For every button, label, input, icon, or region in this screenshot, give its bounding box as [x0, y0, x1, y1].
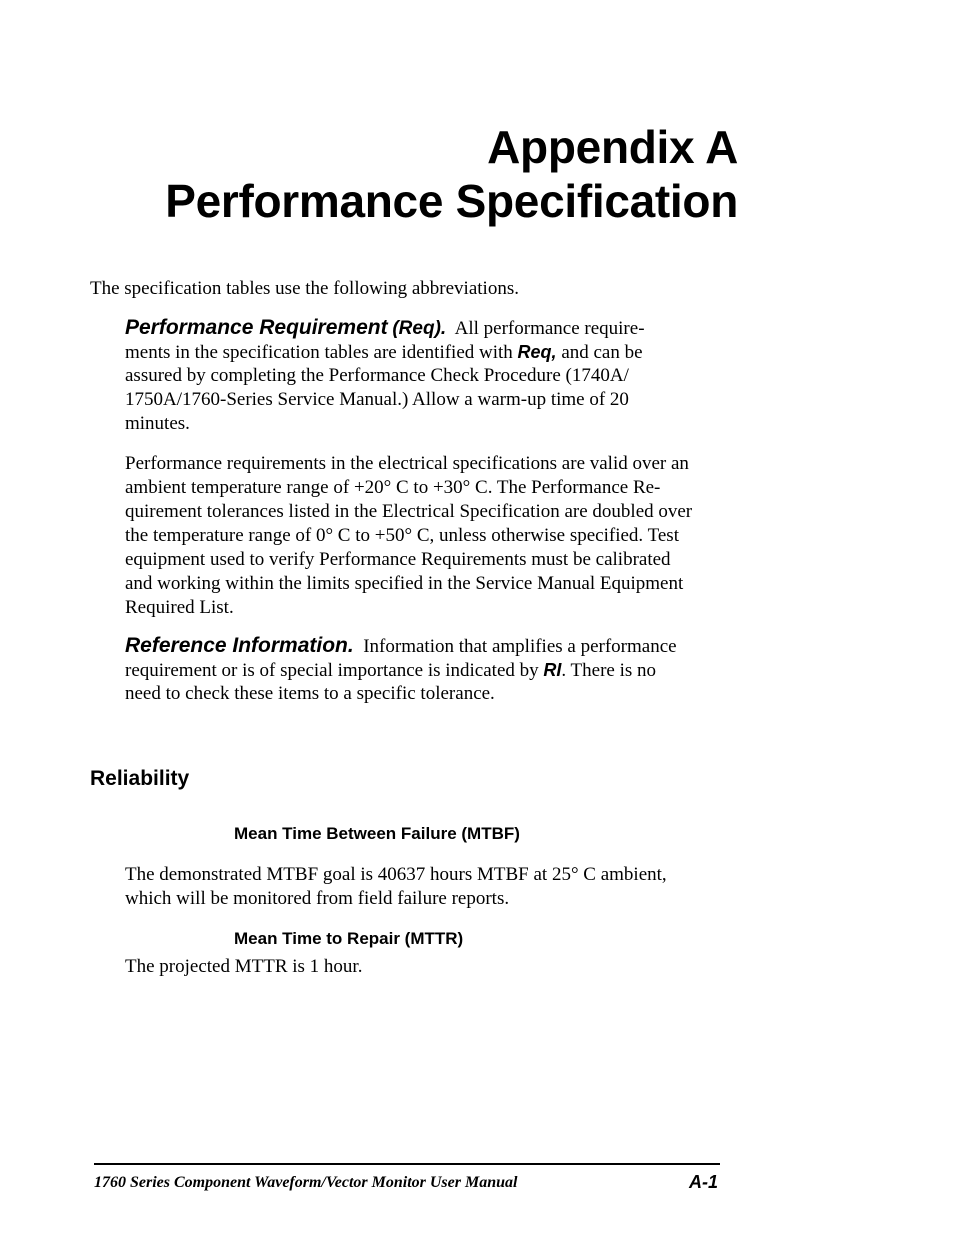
mtbf-heading: Mean Time Between Failure (MTBF)	[234, 824, 520, 843]
performance-requirement-heading: Performance Requirement	[125, 316, 388, 339]
paragraph-line	[125, 658, 745, 682]
paragraph-line: need to check these items to a specific tolerance.	[125, 683, 495, 704]
paragraph-text: . There is no	[561, 660, 657, 681]
paragraph-line: assured by completing the Performance Check Procedure (1740A/	[125, 365, 629, 386]
paragraph-text: requirement or is of special importance is indicated by	[125, 660, 539, 681]
performance-requirement-paragraph	[125, 316, 745, 436]
paragraph-line: Required List.	[125, 597, 234, 618]
paragraph-line: 1750A/1760-Series Service Manual.) Allow a warm-up time of 20	[125, 389, 629, 410]
reference-information-paragraph	[125, 634, 745, 706]
mttr-paragraph	[125, 955, 745, 979]
reliability-heading: Reliability	[90, 767, 190, 790]
paragraph-line	[125, 316, 745, 340]
paragraph-line: minutes.	[125, 413, 190, 434]
paragraph-line: and working within the limits specified in the Service Manual Equipment	[125, 573, 684, 594]
paragraph-line: Performance requirements in the electrical specifications are valid over an	[125, 453, 689, 474]
paragraph-text: and can be	[561, 342, 643, 363]
paragraph-line	[125, 634, 745, 658]
reference-information-heading: Reference Information.	[125, 634, 354, 657]
paragraph-text: ments in the specification tables are identified with	[125, 342, 513, 363]
paragraph-text: Information that amplifies a performance	[363, 636, 677, 657]
page-number: A-1	[688, 1172, 718, 1192]
appendix-title: Appendix A	[487, 121, 738, 173]
paragraph-text: All performance require-	[454, 318, 645, 339]
req-bold-term: Req,	[517, 342, 557, 362]
paragraph-line: equipment used to verify Performance Requirements must be calibrated	[125, 549, 671, 570]
footer-manual-title: 1760 Series Component Waveform/Vector Monitor User Manual	[94, 1174, 518, 1191]
appendix-subtitle: Performance Specification	[165, 175, 738, 227]
temperature-range-paragraph	[125, 452, 745, 620]
footer-divider	[94, 1163, 720, 1165]
paragraph-line: ambient temperature range of +20° C to +30° C. The Performance Re-	[125, 477, 661, 498]
ri-bold-term: RI	[543, 660, 562, 680]
mttr-heading: Mean Time to Repair (MTTR)	[234, 929, 464, 948]
paragraph-line: the temperature range of 0° C to +50° C, unless otherwise specified. Test	[125, 525, 679, 546]
paragraph-line: which will be monitored from field failure reports.	[125, 888, 510, 909]
paragraph-line: quirement tolerances listed in the Electrical Specification are doubled over	[125, 501, 693, 522]
paragraph-line	[125, 340, 745, 364]
mtbf-paragraph	[125, 863, 745, 911]
paragraph-line: The projected MTTR is 1 hour.	[125, 956, 363, 977]
req-abbreviation: (Req).	[392, 318, 447, 339]
intro-text: The specification tables use the following abbreviations.	[90, 278, 519, 299]
paragraph-line: The demonstrated MTBF goal is 40637 hours MTBF at 25° C ambient,	[125, 864, 667, 885]
